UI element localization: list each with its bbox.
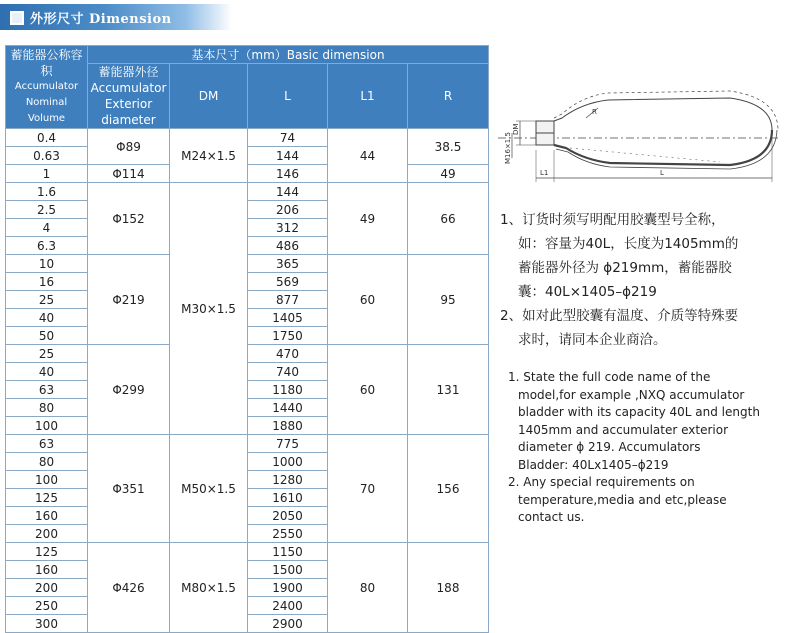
cell-length: 1880: [248, 417, 328, 435]
cell-volume: 200: [6, 525, 88, 543]
notes-chinese: [500, 208, 785, 352]
table-row: [6, 435, 489, 453]
zh-line-1: 1、订货时须写明配用胶囊型号全称，: [500, 212, 725, 228]
table-row: [6, 255, 489, 273]
cell-length: 1405: [248, 309, 328, 327]
cell-length: 1900: [248, 579, 328, 597]
cell-length: 486: [248, 237, 328, 255]
header-l: L: [248, 64, 328, 129]
cell-volume: 300: [6, 615, 88, 633]
cell-r: 66: [408, 183, 489, 255]
en-line-7: 2. Any special requirements on: [508, 475, 695, 489]
cell-length: 206: [248, 201, 328, 219]
cell-length: 146: [248, 165, 328, 183]
cell-length: 144: [248, 147, 328, 165]
en-line-3: bladder with its capacity 40L and length: [518, 405, 760, 419]
cell-length: 1000: [248, 453, 328, 471]
en-line-8: temperature,media and etc,please: [518, 492, 727, 507]
dimension-table-body: [6, 129, 489, 633]
cell-volume: 6.3: [6, 237, 88, 255]
cell-volume: 10: [6, 255, 88, 273]
cell-length: 2050: [248, 507, 328, 525]
cell-length: 1180: [248, 381, 328, 399]
label-dm: DM: [512, 123, 520, 135]
section-title: 外形尺寸 Dimension: [30, 12, 172, 27]
cell-volume: 160: [6, 561, 88, 579]
cell-volume: 1.6: [6, 183, 88, 201]
cell-length: 144: [248, 183, 328, 201]
cell-volume: 25: [6, 345, 88, 363]
cell-volume: 250: [6, 597, 88, 615]
table-row: [6, 165, 489, 183]
cell-r: 95: [408, 255, 489, 345]
cell-length: 740: [248, 363, 328, 381]
cell-volume: 1: [6, 165, 88, 183]
zh-line-3: 蓄能器外径为 ϕ219mm，蓄能器胶: [518, 260, 732, 276]
cell-length: 2400: [248, 597, 328, 615]
cell-l1: 60: [328, 255, 408, 345]
header-r: R: [408, 64, 489, 129]
cell-volume: 160: [6, 507, 88, 525]
cell-diameter: Φ426: [88, 543, 170, 633]
label-m16: M16×1.5: [504, 132, 512, 164]
table-row: [6, 345, 489, 363]
en-line-6: Bladder: 40Lx1405–ϕ219: [518, 457, 669, 472]
cell-length: 1440: [248, 399, 328, 417]
header-diameter: 蓄能器外径 Accumulator Exterior diameter: [88, 64, 170, 129]
cell-volume: 50: [6, 327, 88, 345]
cell-r: 156: [408, 435, 489, 543]
cell-volume: 80: [6, 399, 88, 417]
dimension-table: [5, 45, 489, 633]
cell-dm: M30×1.5: [170, 183, 248, 435]
en-line-4: 1405mm and accumulater exterior: [518, 422, 728, 437]
cell-volume: 40: [6, 363, 88, 381]
en-line-9: contact us.: [518, 510, 585, 524]
cell-length: 2900: [248, 615, 328, 633]
cell-length: 1610: [248, 489, 328, 507]
cell-length: 775: [248, 435, 328, 453]
cell-volume: 80: [6, 453, 88, 471]
cell-volume: 25: [6, 291, 88, 309]
cell-volume: 125: [6, 543, 88, 561]
cell-l1: 44: [328, 129, 408, 183]
header-dm: DM: [170, 64, 248, 129]
cell-volume: 2.5: [6, 201, 88, 219]
section-banner: [0, 4, 232, 30]
cell-l1: 80: [328, 543, 408, 633]
cell-volume: 200: [6, 579, 88, 597]
cell-r: 38.5: [408, 129, 489, 165]
cell-volume: 4: [6, 219, 88, 237]
cell-length: 1750: [248, 327, 328, 345]
header-l1: L1: [328, 64, 408, 129]
cell-volume: 16: [6, 273, 88, 291]
cell-dm: M80×1.5: [170, 543, 248, 633]
accumulator-drawing: [490, 78, 785, 188]
cell-volume: 40: [6, 309, 88, 327]
cell-length: 569: [248, 273, 328, 291]
cell-dm: M24×1.5: [170, 129, 248, 183]
zh-line-2: 如：容量为40L，长度为1405mm的: [518, 236, 739, 252]
zh-line-5: 2、如对此型胶囊有温度、介质等特殊要: [500, 308, 739, 324]
cell-diameter: Φ114: [88, 165, 170, 183]
cell-length: 877: [248, 291, 328, 309]
cell-volume: 100: [6, 417, 88, 435]
cell-length: 470: [248, 345, 328, 363]
cell-l1: 49: [328, 183, 408, 255]
cell-l1: 60: [328, 345, 408, 435]
en-line-5: diameter ϕ 219. Accumulators: [518, 440, 701, 454]
header-volume: 蓄能器公称容积 Accumulator Nominal Volume: [6, 46, 88, 129]
table-row: [6, 129, 489, 147]
cell-length: 312: [248, 219, 328, 237]
label-l1: L1: [540, 169, 549, 177]
notes-english: [500, 369, 785, 527]
cell-diameter: Φ351: [88, 435, 170, 543]
cell-volume: 0.4: [6, 129, 88, 147]
cell-length: 365: [248, 255, 328, 273]
square-icon: [10, 11, 24, 25]
cell-diameter: Φ299: [88, 345, 170, 435]
en-line-1: 1. State the full code name of the: [508, 370, 711, 384]
cell-diameter: Φ219: [88, 255, 170, 345]
label-l: L: [660, 169, 664, 177]
cell-r: 131: [408, 345, 489, 435]
en-line-2: model,for example ,NXQ accumulator: [518, 387, 745, 402]
table-row: [6, 543, 489, 561]
cell-volume: 100: [6, 471, 88, 489]
cell-volume: 63: [6, 435, 88, 453]
cell-l1: 70: [328, 435, 408, 543]
zh-line-4: 囊：40L×1405–ϕ219: [518, 284, 657, 300]
cell-diameter: Φ152: [88, 183, 170, 255]
label-r: R: [592, 108, 597, 116]
cell-volume: 63: [6, 381, 88, 399]
cell-length: 1280: [248, 471, 328, 489]
cell-r: 188: [408, 543, 489, 633]
cell-length: 1150: [248, 543, 328, 561]
cell-volume: 0.63: [6, 147, 88, 165]
cell-dm: M50×1.5: [170, 435, 248, 543]
cell-r: 49: [408, 165, 489, 183]
cell-volume: 125: [6, 489, 88, 507]
cell-length: 74: [248, 129, 328, 147]
cell-length: 2550: [248, 525, 328, 543]
cell-length: 1500: [248, 561, 328, 579]
cell-diameter: Φ89: [88, 129, 170, 165]
table-row: [6, 183, 489, 201]
zh-line-6: 求时，请同本企业商洽。: [518, 332, 667, 348]
header-basic-dimension: 基本尺寸（mm）Basic dimension: [88, 46, 489, 64]
